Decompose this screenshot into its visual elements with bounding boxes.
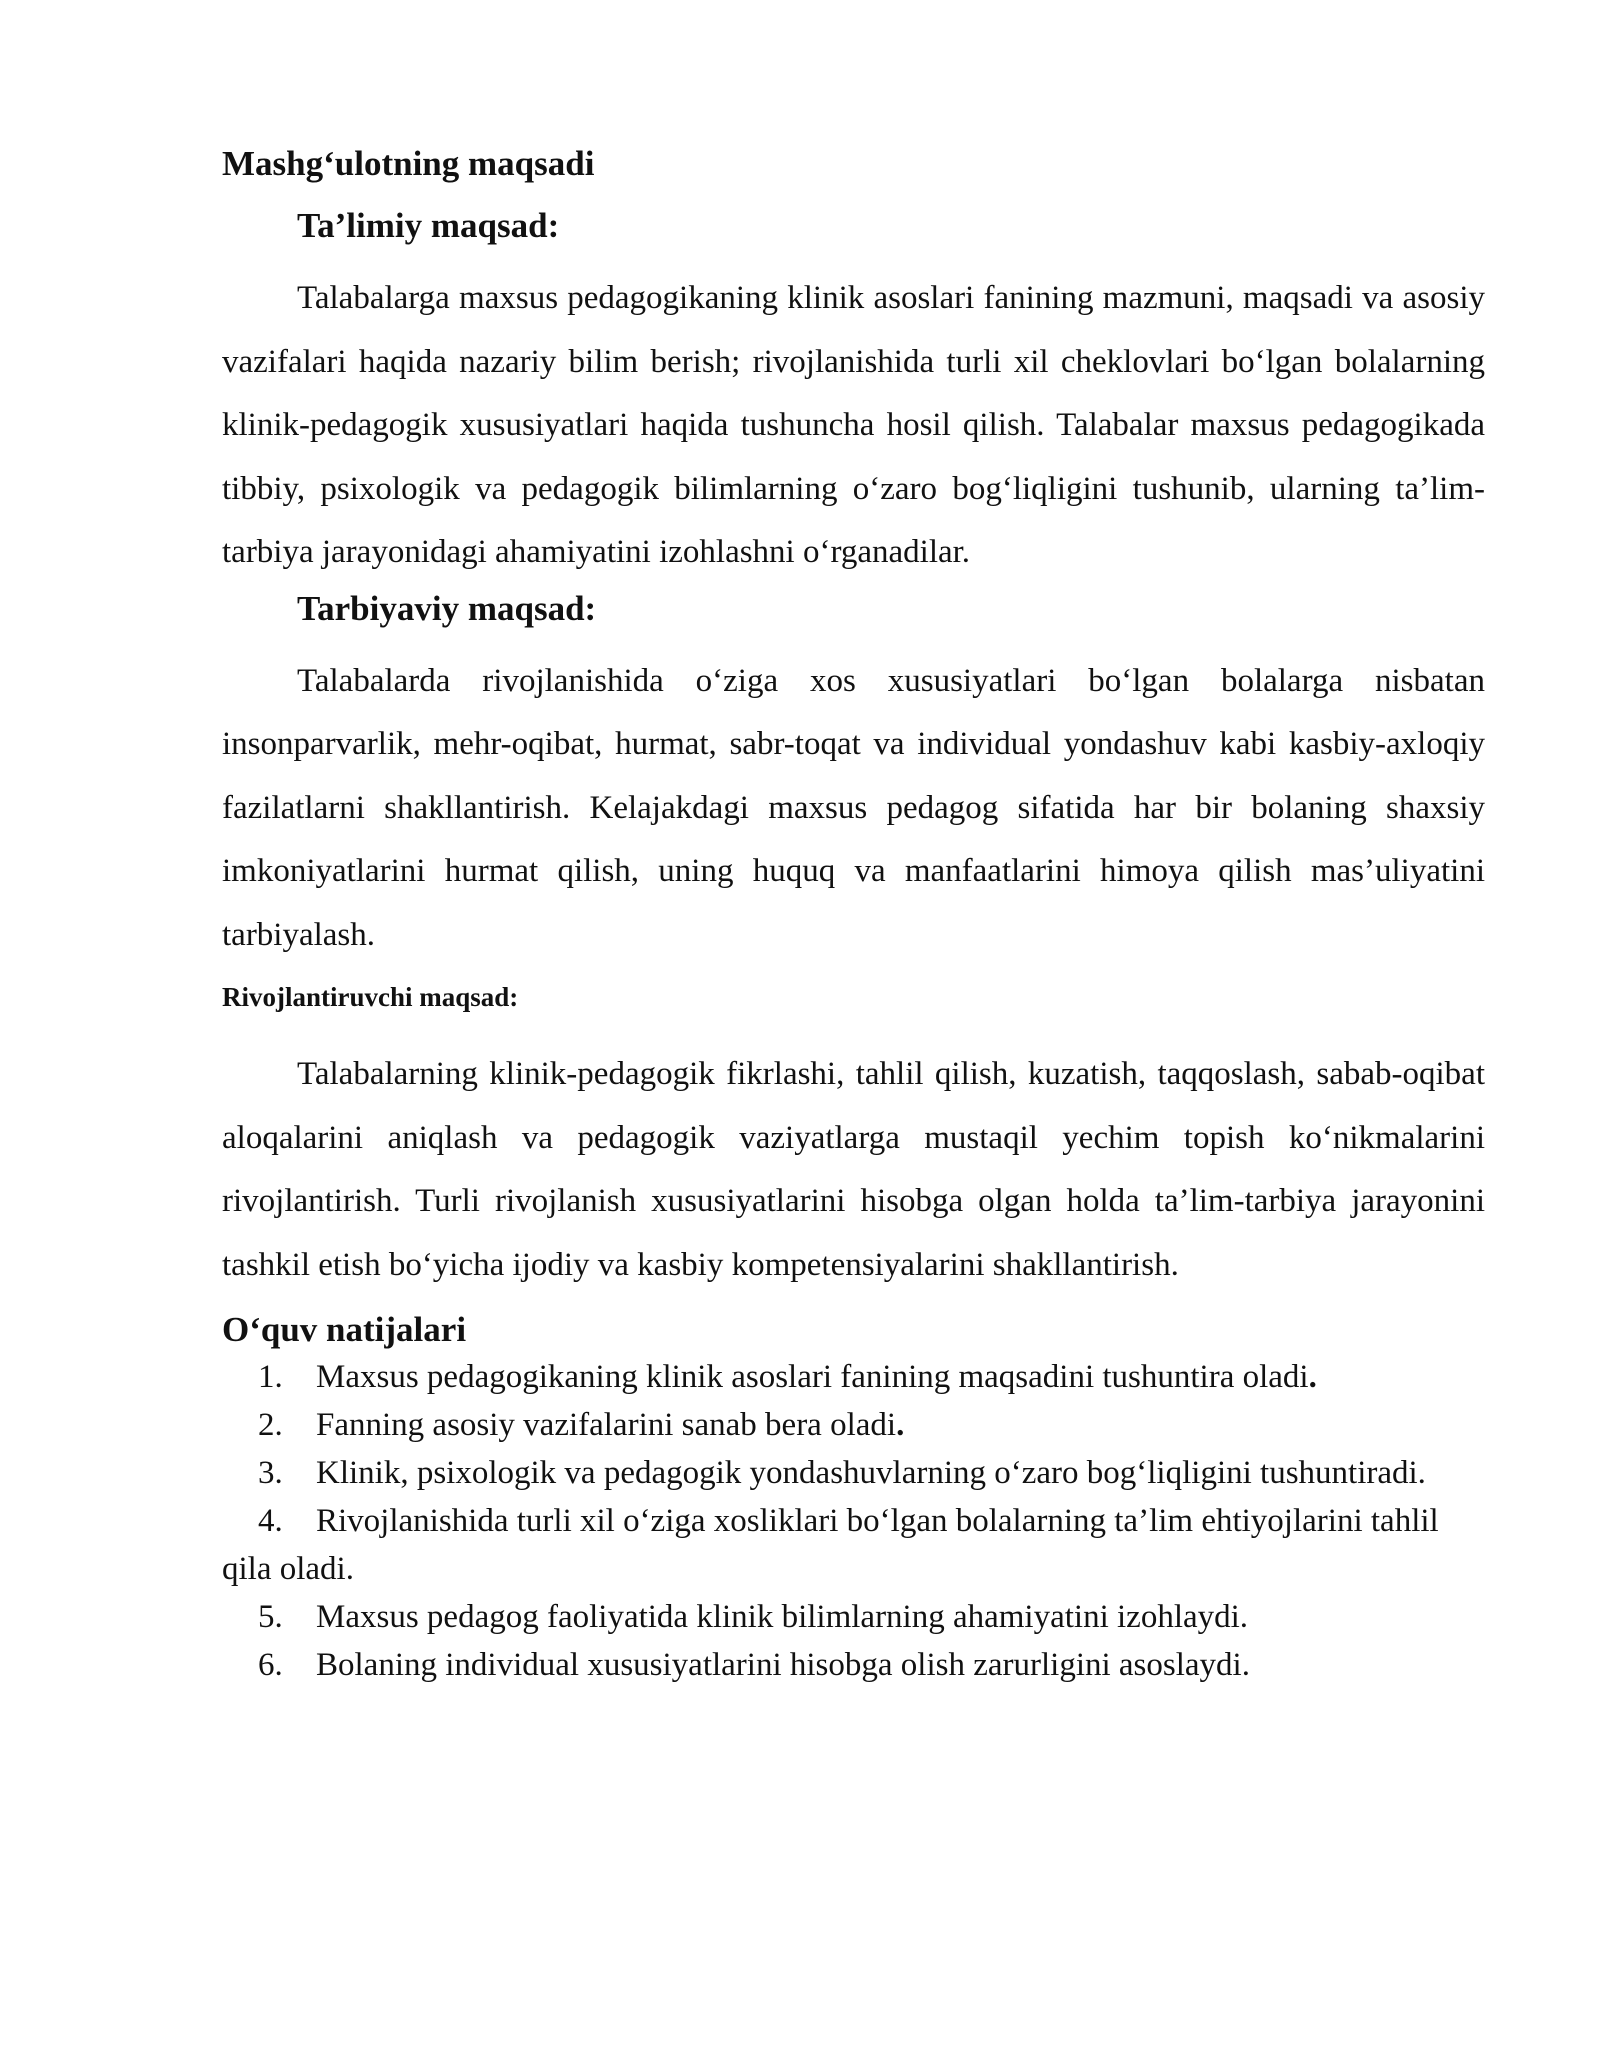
outcome-number: 2.: [258, 1407, 283, 1443]
section-body-educational: Talabalarga maxsus pedagogikaning klinik asoslari fanining mazmuni, maqsadi va asosiy vazifalari haqida nazariy bilim berish; rivojlanishida turli xil cheklovlari bo‘lgan bolalarning klinik-pedagogik xususiyatlari haqida tushuncha hosil qilish. Talabalar maxsus pedagogikada tibbiy, psixologik va pedagogik bilimlarning o‘zaro bog‘liqligini tushunib, ularning ta’lim-tarbiya jarayonidagi ahamiyatini izohlashni o‘rganadilar.: [222, 280, 1485, 570]
outcome-end-mark: .: [896, 1407, 905, 1443]
outcome-item: [222, 1353, 1485, 1401]
outcome-number: 1.: [258, 1359, 283, 1395]
section-heading-upbringing: Tarbiyaviy maqsad:: [297, 588, 597, 628]
document-title: Mashg‘ulotning maqsadi: [222, 144, 595, 183]
outcome-item: [222, 1449, 1485, 1497]
outcome-number: 6.: [258, 1647, 283, 1683]
outcome-end-mark: .: [1308, 1359, 1317, 1395]
section-body-developmental: Talabalarning klinik-pedagogik fikrlashi, tahlil qilish, kuzatish, taqqoslash, sabab-oqibat aloqalarini aniqlash va pedagogik vaziyatlarga mustaqil yechim topish ko‘nikmalarini rivojlantirish. Turli rivojlanish xususiyatlarini hisobga olgan holda ta’lim-tarbiya jarayonini tashkil etish bo‘yicha ijodiy va kasbiy kompetensiyalarini shakllantirish.: [222, 1056, 1485, 1283]
outcome-text: Maxsus pedagog faoliyatida klinik bilimlarning ahamiyatini izohlaydi.: [316, 1599, 1249, 1635]
outcomes-heading: O‘quv natijalari: [222, 1310, 467, 1349]
outcomes-list: [222, 1353, 1485, 1689]
outcome-item: [222, 1593, 1485, 1641]
outcome-number: 3.: [258, 1455, 283, 1491]
outcome-text: Rivojlanishida turli xil o‘ziga xosliklari bo‘lgan bolalarning ta’lim ehtiyojlarini tahlil qila oladi.: [222, 1503, 1439, 1587]
outcome-text: Maxsus pedagogikaning klinik asoslari fanining maqsadini tushuntira oladi: [316, 1359, 1309, 1395]
outcome-item: [222, 1401, 1485, 1449]
section-heading-developmental: Rivojlantiruvchi maqsad:: [222, 982, 519, 1012]
outcome-number: 5.: [258, 1599, 283, 1635]
section-body-upbringing: Talabalarda rivojlanishida o‘ziga xos xususiyatlari bo‘lgan bolalarga nisbatan insonparvarlik, mehr-oqibat, hurmat, sabr-toqat va individual yondashuv kabi kasbiy-axloqiy fazilatlarni shakllantirish. Kelajakdagi maxsus pedagog sifatida har bir bolaning shaxsiy imkoniyatlarini hurmat qilish, uning huquq va manfaatlarini himoya qilish mas’uliyatini tarbiyalash.: [222, 662, 1485, 953]
outcome-item: [222, 1497, 1485, 1593]
outcome-number: 4.: [258, 1503, 283, 1539]
section-heading-educational: Ta’limiy maqsad:: [297, 206, 560, 245]
document-page: [222, 143, 1485, 1689]
outcome-text: Bolaning individual xususiyatlarini hisobga olish zarurligini asoslaydi.: [316, 1647, 1250, 1683]
outcome-text: Fanning asosiy vazifalarini sanab bera oladi: [316, 1407, 897, 1443]
outcome-item: [222, 1641, 1485, 1689]
outcome-text: Klinik, psixologik va pedagogik yondashuvlarning o‘zaro bog‘liqligini tushuntiradi.: [316, 1455, 1426, 1491]
